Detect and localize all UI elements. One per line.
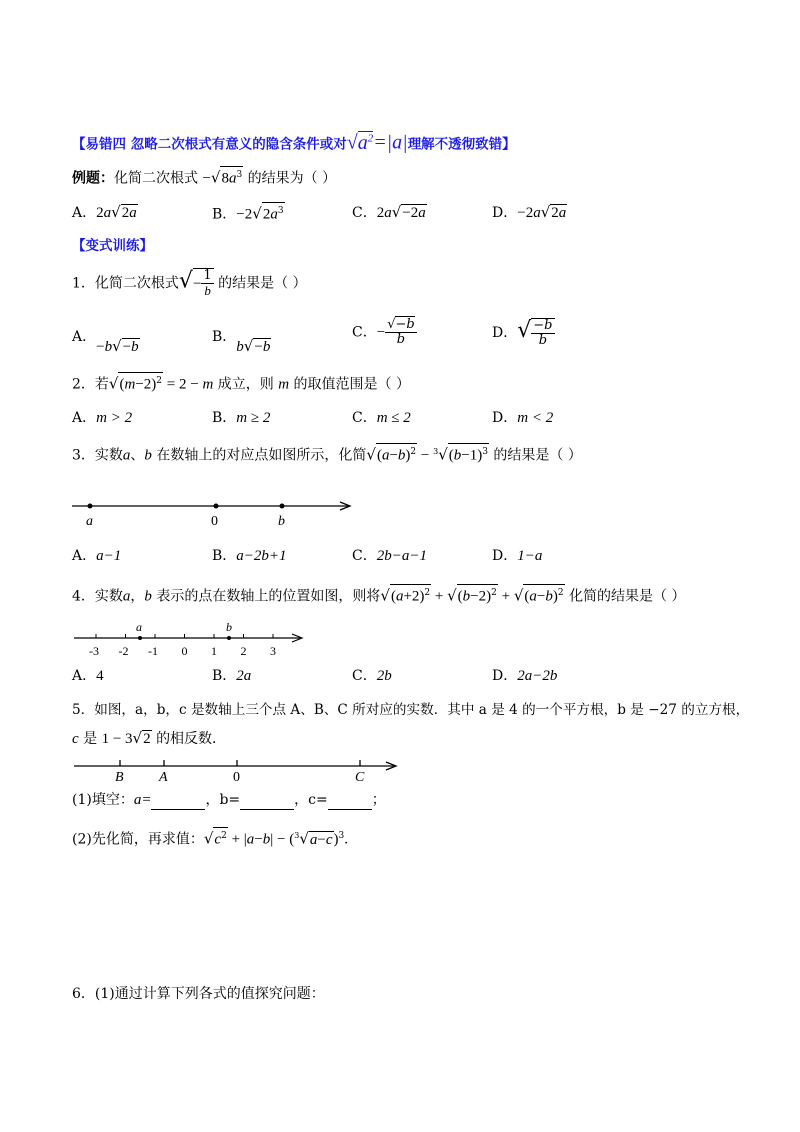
q3-tail: 的结果是（ ） xyxy=(493,447,582,464)
q3-label-b: b xyxy=(278,514,285,529)
example-option-a: A．2a√2a xyxy=(72,203,137,221)
q5-p1-c: ，c= xyxy=(294,792,328,808)
example-option-c: C．2a√−2a xyxy=(352,203,426,221)
question-1: 1．化简二次根式√− $\frac{1}{b}$ 的结果是（ ） xyxy=(72,268,307,298)
q1-option-b: B．b√−b xyxy=(212,329,271,355)
q3-stem: 3．实数 xyxy=(72,447,123,464)
q5-p2-label: (2)先化简，再求值： xyxy=(72,831,204,848)
example-option-b: B．$-2√2a^3$ xyxy=(212,202,285,225)
example-label: 例题： xyxy=(72,170,114,187)
q4-mid: 表示的点在数轴上的位置如图，则将 xyxy=(156,588,381,605)
q5-p1-label: (1)填空： xyxy=(72,792,134,808)
q4-option-c: C．2b xyxy=(352,668,392,684)
q1-option-a: A．−b√−b xyxy=(72,329,139,355)
q2-option-c: C．m ≤ 2 xyxy=(352,410,411,426)
q1-tail: 的结果是（ ） xyxy=(218,275,307,292)
example-text: 化简二次根式 xyxy=(114,170,198,187)
question-4: 4．实数a，b 表示的点在数轴上的位置如图，则将$√(a+2)^2 + √(b-2)^2 + √(a-b)^2$ 化简的结果是（ ） xyxy=(72,584,686,607)
q1-option-c: C．− $\frac{√-b}{b}$ xyxy=(352,317,415,347)
q4-option-a: A．4 xyxy=(72,668,104,684)
q5-p1-a: a= xyxy=(133,792,152,808)
q5-label-B: B xyxy=(115,770,124,784)
q1-option-d: D．√ $\frac{-b}{b}$ xyxy=(492,318,553,348)
q3-option-b: B．a−2b+1 xyxy=(212,548,287,564)
q4-option-b: B．2a xyxy=(212,668,252,684)
q4-number-line xyxy=(70,618,310,660)
q2-option-d: D．m < 2 xyxy=(492,410,554,426)
q2-tail: 的取值范围是（ ） xyxy=(293,376,410,393)
heading-formula: $a^2$ xyxy=(357,131,374,154)
blank-c[interactable] xyxy=(328,795,372,810)
q2-mid: 成立，则 xyxy=(217,376,274,393)
q2-stem: 2．若 xyxy=(72,376,109,393)
q3-option-d: D．1−a xyxy=(492,548,543,564)
q2-option-a: A．m > 2 xyxy=(72,410,133,426)
q3-number-line xyxy=(70,494,360,530)
variant-training-header: 【变式训练】 xyxy=(72,238,153,254)
q3-option-c: C．2b−a−1 xyxy=(352,548,427,564)
q5-p1-b: ，b= xyxy=(205,792,241,808)
blank-a[interactable] xyxy=(151,795,205,810)
question-5-line1: 5．如图，a，b，c 是数轴上三个点 A、B、C 所对应的实数．其中 a 是 4 的一个平方根，b 是 −27 的立方根， xyxy=(72,702,750,718)
q5-part-1 xyxy=(72,790,386,810)
question-6: 6．(1)通过计算下列各式的值探究问题： xyxy=(72,986,325,1002)
q3-label-a: a xyxy=(86,514,93,529)
blank-b[interactable] xyxy=(240,795,294,810)
q4-tick-label: 1 xyxy=(211,644,217,658)
question-2: 2．若$√(m-2)^2 = 2 - m$ 成立，则 m 的取值范围是（ ） xyxy=(72,372,410,395)
q4-tick-label: 0 xyxy=(181,644,188,658)
q4-label-a: a xyxy=(136,620,142,634)
heading-suffix: 理解不透彻致错】 xyxy=(407,136,516,153)
q4-tick-label: -3 xyxy=(89,644,99,658)
q4-option-d: D．2a−2b xyxy=(492,668,558,684)
q3-mid: 在数轴上的对应点如图所示，化简 xyxy=(156,447,367,464)
heading-prefix: 【易错四 忽略二次根式有意义的隐含条件或对 xyxy=(72,136,347,153)
q5-label-C: C xyxy=(355,770,365,784)
q5-label-A: A xyxy=(159,770,168,784)
q4-tick-label: -1 xyxy=(148,644,158,658)
q5-p1-end: ； xyxy=(371,792,386,808)
example-question: 例题：化简二次根式 $-√8a^3$ 的结果为（ ） xyxy=(72,166,336,189)
q4-tick-label: 3 xyxy=(270,644,276,658)
question-3: 3．实数a、b 在数轴上的对应点如图所示，化简$√(a-b)^2 - ^3√(b-1)^3$ 的结果是（ ） xyxy=(72,442,582,466)
q4-tick-label: -2 xyxy=(118,644,129,658)
section-heading: 【易错四 忽略二次根式有意义的隐含条件或对$√a^2=|a|$理解不透彻致错】 xyxy=(72,131,516,154)
q5-label-0: 0 xyxy=(233,770,240,784)
q5-number-line xyxy=(72,756,402,784)
q3-option-a: A．a−1 xyxy=(72,548,122,564)
q2-option-b: B．m ≥ 2 xyxy=(212,410,271,426)
q4-tail: 化简的结果是（ ） xyxy=(569,588,686,605)
question-5-line2: c 是 1 − 3√2 的相反数． xyxy=(72,729,227,747)
example-tail: 的结果为（ ） xyxy=(247,170,337,187)
q4-stem: 4．实数 xyxy=(72,588,123,605)
q4-tick-label: 2 xyxy=(240,644,247,658)
q3-label-0: 0 xyxy=(211,514,218,529)
q5-part-2: (2)先化简，再求值：$√c^2 + |a-b| - (^3√a-c)^3$. xyxy=(72,826,348,850)
q1-stem: 1．化简二次根式 xyxy=(72,275,179,292)
q5-line2-tail: 的相反数． xyxy=(156,731,227,747)
example-option-d: D．−2a√2a xyxy=(492,203,567,221)
q2-var: m xyxy=(278,376,290,393)
q4-label-b: b xyxy=(226,620,232,634)
